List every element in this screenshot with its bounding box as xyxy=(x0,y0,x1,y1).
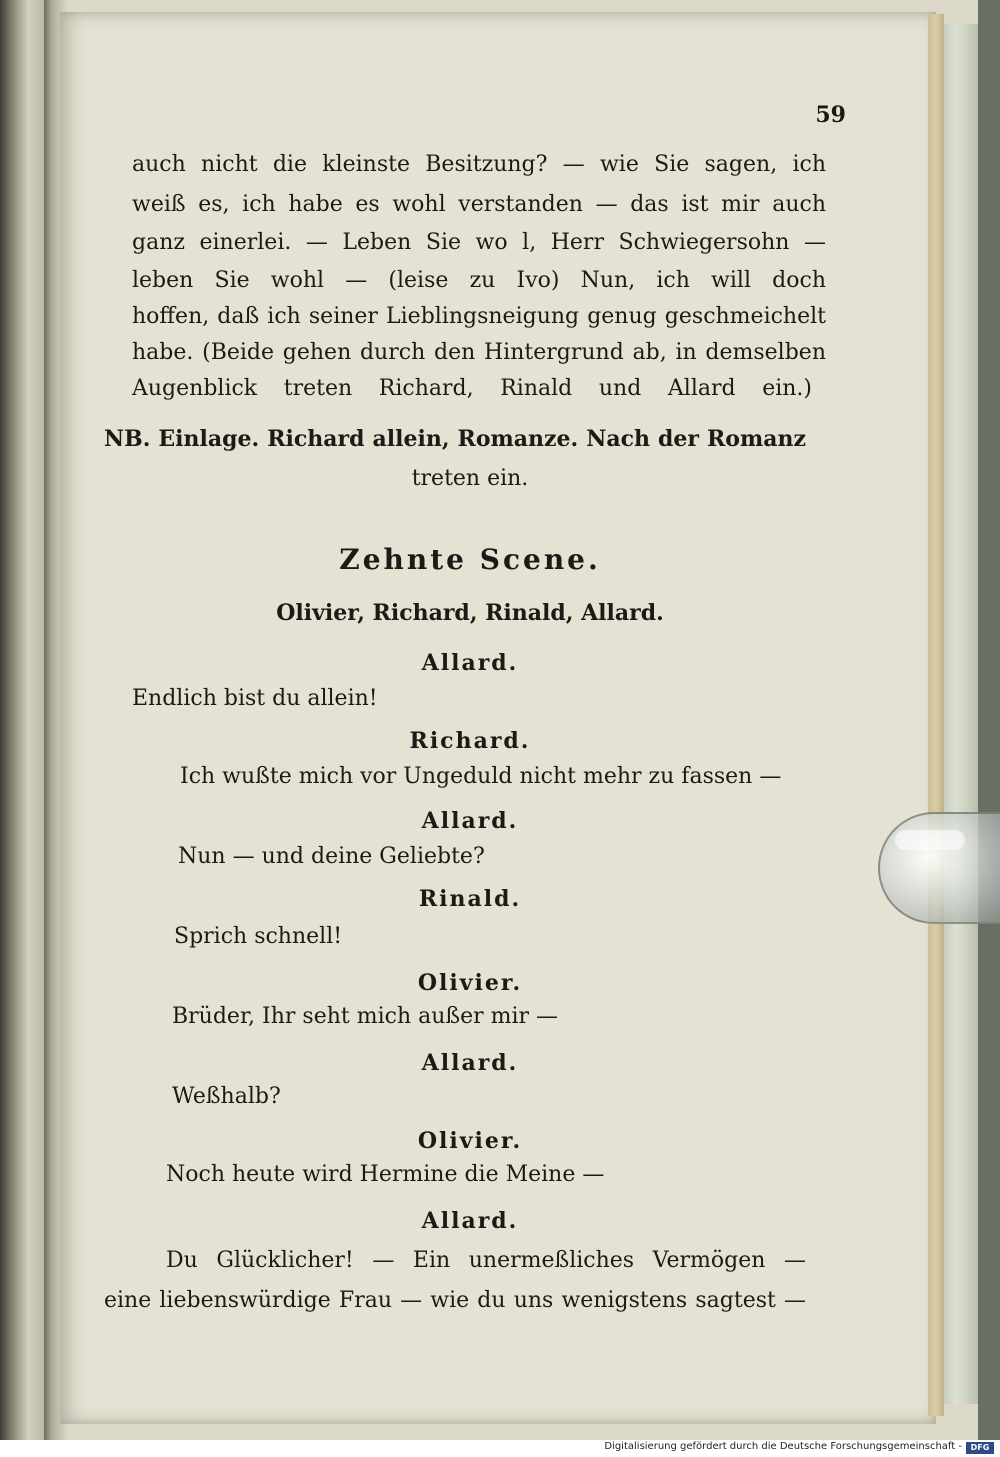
body-line: Augenblick treten Richard, Rinald und Allard ein.) xyxy=(132,376,812,401)
speech-line: Endlich bist du allein! xyxy=(132,686,378,711)
speech-line: Ich wußte mich vor Ungeduld nicht mehr zu fassen — xyxy=(180,764,782,789)
speaker-name: Allard. xyxy=(421,808,519,834)
body-line: habe. (Beide gehen durch den Hintergrund ab, in demselben xyxy=(132,340,826,365)
speech-line: Nun — und deine Geliebte? xyxy=(178,844,485,869)
note-line: NB. Einlage. Richard allein, Romanze. Nach der Romanz xyxy=(104,426,806,452)
left-page-edge xyxy=(0,0,48,1440)
dfg-logo-icon: DFG xyxy=(966,1442,994,1454)
funding-credit: Digitalisierung gefördert durch die Deutsche Forschungsgemeinschaft - xyxy=(604,1441,962,1452)
note-line: treten ein. xyxy=(411,466,529,491)
body-line: ganz einerlei. — Leben Sie wo l, Herr Schwiegersohn — xyxy=(132,230,826,255)
scene-characters: Olivier, Richard, Rinald, Allard. xyxy=(276,600,664,626)
background-strip xyxy=(978,0,1000,1440)
speaker-name: Allard. xyxy=(421,650,519,676)
page-edge xyxy=(928,14,944,1416)
speaker-name: Allard. xyxy=(421,1208,519,1234)
speech-line: eine liebenswürdige Frau — wie du uns wenigstens sagtest — xyxy=(104,1288,806,1313)
back-cover-board xyxy=(944,24,980,1404)
body-line: hoffen, daß ich seiner Lieblingsneigung genug geschmeichelt xyxy=(132,304,826,329)
speech-line: Weßhalb? xyxy=(172,1084,281,1109)
speaker-name: Richard. xyxy=(409,728,531,754)
body-line: weiß es, ich habe es wohl verstanden — das ist mir auch xyxy=(132,192,826,217)
speaker-name: Allard. xyxy=(421,1050,519,1076)
speech-line: Sprich schnell! xyxy=(174,924,343,949)
scene-heading: Zehnte Scene. xyxy=(339,543,601,576)
speech-line: Du Glücklicher! — Ein unermeßliches Vermögen — xyxy=(166,1248,806,1273)
page-clip-weight xyxy=(878,812,1000,924)
body-line: auch nicht die kleinste Besitzung? — wie Sie sagen, ich xyxy=(132,152,826,177)
clip-highlight xyxy=(895,830,965,850)
speaker-name: Olivier. xyxy=(417,970,523,996)
speech-line: Noch heute wird Hermine die Meine — xyxy=(166,1162,605,1187)
speaker-name: Rinald. xyxy=(418,886,522,912)
speech-line: Brüder, Ihr seht mich außer mir — xyxy=(172,1004,559,1029)
speaker-name: Olivier. xyxy=(417,1128,523,1154)
body-line: leben Sie wohl — (leise zu Ivo) Nun, ich will doch xyxy=(132,268,826,293)
page-number: 59 xyxy=(815,102,846,128)
